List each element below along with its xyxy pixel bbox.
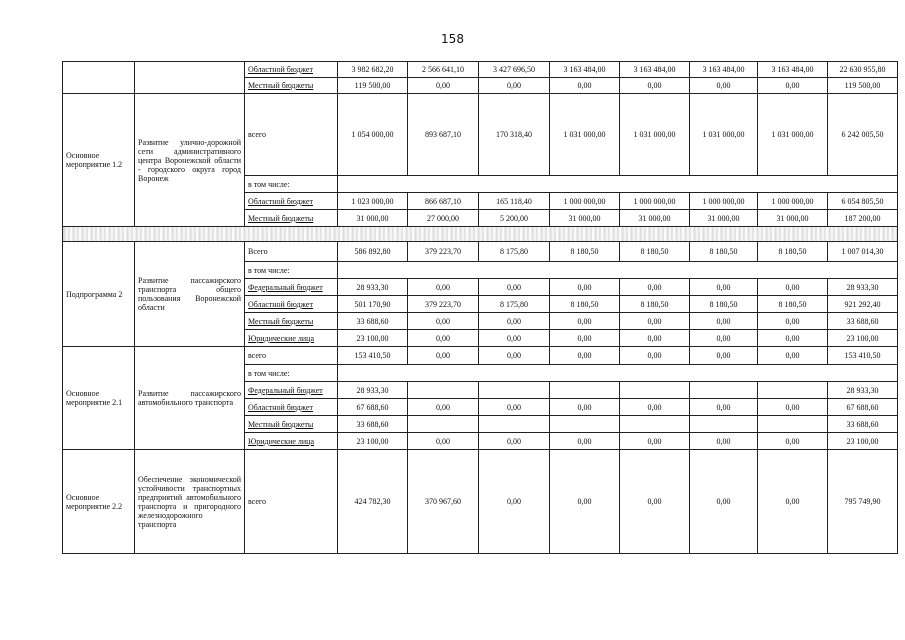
amount-cell: 866 687,10 [408, 193, 479, 210]
amount-cell: 3 163 484,00 [690, 62, 758, 78]
amount-cell: 28 933,30 [338, 382, 408, 399]
type-cell: Основное мероприятие 2.1 [63, 347, 135, 450]
name-cell: Развитие пассажирского автомобильного транспорта [135, 347, 245, 450]
scan-artifact-row [63, 227, 898, 242]
amount-cell: 1 031 000,00 [550, 94, 620, 176]
source-label: Местный бюджеты [245, 313, 338, 330]
amount-cell: 0,00 [758, 279, 828, 296]
amount-cell [550, 416, 620, 433]
amount-cell: 0,00 [479, 330, 550, 347]
amount-cell: 0,00 [690, 78, 758, 94]
amount-cell: 8 180,50 [758, 242, 828, 262]
amount-cell: 0,00 [479, 433, 550, 450]
amount-cell: 3 163 484,00 [620, 62, 690, 78]
amount-cell: 0,00 [479, 78, 550, 94]
amount-cell [408, 382, 479, 399]
amount-cell: 28 933,30 [338, 279, 408, 296]
amount-cell [758, 416, 828, 433]
source-label: Всего [245, 242, 338, 262]
amount-cell: 8 180,50 [690, 296, 758, 313]
amount-cell: 0,00 [758, 313, 828, 330]
amount-cell [408, 416, 479, 433]
amount-cell: 8 180,50 [620, 296, 690, 313]
table-row [63, 347, 898, 365]
amount-cell: 31 000,00 [620, 210, 690, 227]
amount-cell: 1 000 000,00 [690, 193, 758, 210]
amount-cell: 0,00 [690, 433, 758, 450]
amount-cell: 3 163 484,00 [550, 62, 620, 78]
amount-cell [690, 416, 758, 433]
funding-table [62, 61, 898, 554]
amount-cell: 0,00 [758, 330, 828, 347]
amount-cell: 22 630 955,80 [828, 62, 898, 78]
source-label: Областной бюджет [245, 296, 338, 313]
amount-cell: 0,00 [550, 78, 620, 94]
amount-cell: 0,00 [690, 279, 758, 296]
amount-cell: 0,00 [550, 450, 620, 554]
amount-cell: 0,00 [479, 279, 550, 296]
source-label: всего [245, 94, 338, 176]
amount-cell: 0,00 [408, 433, 479, 450]
amount-cell: 1 054 000,00 [338, 94, 408, 176]
source-label: Федеральный бюджет [245, 382, 338, 399]
amount-cell: 0,00 [620, 433, 690, 450]
amount-cell: 5 200,00 [479, 210, 550, 227]
amount-cell: 0,00 [758, 433, 828, 450]
amount-cell: 0,00 [758, 347, 828, 365]
amount-cell: 1 000 000,00 [758, 193, 828, 210]
source-label: Местный бюджеты [245, 210, 338, 227]
amount-cell: 0,00 [620, 78, 690, 94]
amount-cell: 424 782,30 [338, 450, 408, 554]
name-cell: Развитие улично-дорожной сети административного центра Воронежской области - городского округа город Воронеж [135, 94, 245, 227]
amount-cell: 0,00 [758, 399, 828, 416]
amount-cell: 23 100,00 [828, 433, 898, 450]
amount-cell: 0,00 [690, 399, 758, 416]
amount-cell: 1 000 000,00 [620, 193, 690, 210]
amount-cell: 33 688,60 [338, 416, 408, 433]
amount-cell: 0,00 [690, 450, 758, 554]
table-row [63, 62, 898, 78]
amount-cell: 1 031 000,00 [758, 94, 828, 176]
amount-cell: 0,00 [550, 347, 620, 365]
source-label: Юридические лица [245, 433, 338, 450]
amount-cell: 0,00 [758, 78, 828, 94]
source-label: Областной бюджет [245, 399, 338, 416]
amount-cell: 67 688,60 [338, 399, 408, 416]
name-cell [135, 62, 245, 94]
table-row [63, 450, 898, 554]
amount-cell: 33 688,60 [338, 313, 408, 330]
source-label: Областной бюджет [245, 62, 338, 78]
amount-cell: 0,00 [479, 450, 550, 554]
amount-cell: 23 100,00 [828, 330, 898, 347]
amount-cell: 28 933,30 [828, 382, 898, 399]
type-cell: Подпрограмма 2 [63, 242, 135, 347]
source-label: Местный бюджеты [245, 78, 338, 94]
amount-cell: 8 175,80 [479, 242, 550, 262]
amount-cell: 1 031 000,00 [620, 94, 690, 176]
amount-cell: 119 500,00 [338, 78, 408, 94]
amount-cell: 370 967,60 [408, 450, 479, 554]
amount-cell: 8 180,50 [550, 296, 620, 313]
amount-cell: 31 000,00 [550, 210, 620, 227]
amount-cell: 0,00 [550, 399, 620, 416]
amount-cell: 921 292,40 [828, 296, 898, 313]
amount-cell: 379 223,70 [408, 296, 479, 313]
amount-cell: 8 180,50 [758, 296, 828, 313]
amount-cell [550, 382, 620, 399]
amount-cell: 33 688,60 [828, 313, 898, 330]
source-label: всего [245, 347, 338, 365]
amount-cell: 31 000,00 [338, 210, 408, 227]
amount-cell: 501 170,90 [338, 296, 408, 313]
amount-cell: 0,00 [620, 330, 690, 347]
amount-cell: 0,00 [550, 433, 620, 450]
name-cell: Обеспечение экономической устойчивости транспортных предприятий автомобильного транспорта и пригородного железнодорожного транспорта [135, 450, 245, 554]
amount-cell: 33 688,60 [828, 416, 898, 433]
amount-cell: 187 200,00 [828, 210, 898, 227]
source-label: в том числе: [245, 365, 338, 382]
amount-cell: 1 000 000,00 [550, 193, 620, 210]
amount-cell [479, 416, 550, 433]
amount-cell: 8 180,50 [620, 242, 690, 262]
amount-cell: 0,00 [408, 330, 479, 347]
amount-cell: 0,00 [550, 279, 620, 296]
amount-cell: 0,00 [620, 399, 690, 416]
amount-cell: 119 500,00 [828, 78, 898, 94]
amount-cell: 1 007 014,30 [828, 242, 898, 262]
amount-cell: 0,00 [620, 313, 690, 330]
amount-cell: 0,00 [408, 279, 479, 296]
amount-cell: 153 410,50 [828, 347, 898, 365]
amount-cell [479, 382, 550, 399]
amount-cell: 0,00 [690, 330, 758, 347]
source-label: всего [245, 450, 338, 554]
amount-cell: 2 566 641,10 [408, 62, 479, 78]
amount-cell: 28 933,30 [828, 279, 898, 296]
source-label: Местный бюджеты [245, 416, 338, 433]
amount-cell: 6 242 005,50 [828, 94, 898, 176]
amount-cell: 0,00 [620, 279, 690, 296]
amount-cell [620, 382, 690, 399]
amount-cell: 153 410,50 [338, 347, 408, 365]
amount-cell: 0,00 [690, 313, 758, 330]
source-label: Юридические лица [245, 330, 338, 347]
amount-cell: 8 180,50 [550, 242, 620, 262]
amount-cell: 27 000,00 [408, 210, 479, 227]
type-cell: Основное мероприятие 2.2 [63, 450, 135, 554]
page-number: 158 [441, 32, 464, 46]
amount-cell: 379 223,70 [408, 242, 479, 262]
amount-cell: 6 054 805,50 [828, 193, 898, 210]
amount-cell: 0,00 [479, 399, 550, 416]
name-cell: Развитие пассажирского транспорта общего пользования Воронежской области [135, 242, 245, 347]
amount-cell [690, 382, 758, 399]
amount-cell: 8 175,80 [479, 296, 550, 313]
amount-cell: 3 982 682,20 [338, 62, 408, 78]
amount-cell: 586 892,80 [338, 242, 408, 262]
amount-cell: 0,00 [620, 450, 690, 554]
amount-cell: 0,00 [550, 313, 620, 330]
amount-cell: 31 000,00 [690, 210, 758, 227]
amount-cell: 165 118,40 [479, 193, 550, 210]
amount-cell: 0,00 [550, 330, 620, 347]
amount-cell: 3 163 484,00 [758, 62, 828, 78]
type-cell [63, 62, 135, 94]
amount-cell: 0,00 [479, 347, 550, 365]
source-label: в том числе: [245, 262, 338, 279]
amount-cell: 3 427 696,50 [479, 62, 550, 78]
source-label: в том числе: [245, 176, 338, 193]
amount-cell: 1 031 000,00 [690, 94, 758, 176]
amount-cell: 0,00 [690, 347, 758, 365]
table-row [63, 242, 898, 262]
amount-cell: 0,00 [408, 313, 479, 330]
amount-cell: 31 000,00 [758, 210, 828, 227]
amount-cell: 8 180,50 [690, 242, 758, 262]
amount-cell: 170 318,40 [479, 94, 550, 176]
amount-cell: 0,00 [758, 450, 828, 554]
amount-cell: 893 687,10 [408, 94, 479, 176]
source-label: Федеральный бюджет [245, 279, 338, 296]
amount-cell: 0,00 [408, 78, 479, 94]
amount-cell: 1 023 000,00 [338, 193, 408, 210]
amount-cell: 795 749,90 [828, 450, 898, 554]
amount-cell [758, 382, 828, 399]
amount-cell: 0,00 [479, 313, 550, 330]
type-cell: Основное мероприятие 1.2 [63, 94, 135, 227]
amount-cell: 67 688,60 [828, 399, 898, 416]
amount-cell: 0,00 [408, 399, 479, 416]
table-row [63, 94, 898, 176]
amount-cell: 0,00 [620, 347, 690, 365]
amount-cell: 0,00 [408, 347, 479, 365]
amount-cell: 23 100,00 [338, 330, 408, 347]
amount-cell: 23 100,00 [338, 433, 408, 450]
source-label: Областной бюджет [245, 193, 338, 210]
amount-cell [620, 416, 690, 433]
